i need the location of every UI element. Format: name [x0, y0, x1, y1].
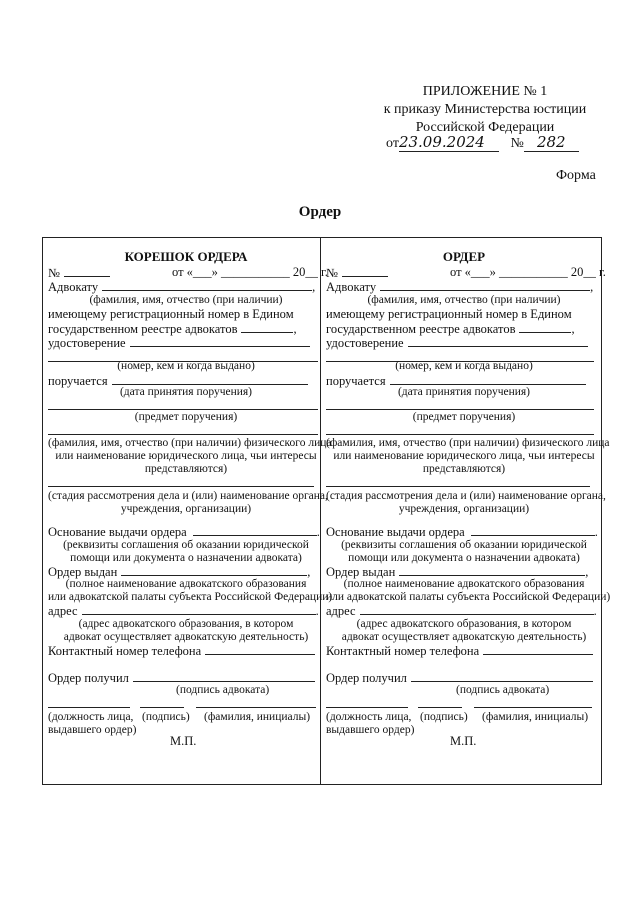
order-predmet-hint: (предмет поручения): [412, 411, 516, 423]
stub-udost-field[interactable]: [130, 335, 310, 347]
order-dolzh-hint-1: (должность лица,: [326, 711, 412, 723]
order-reg-line2: государственном реестре адвокатов ,: [326, 322, 575, 336]
order-date-label: от «___» ___________ 20__ г.: [450, 265, 606, 279]
stub-poruch-label: поручается: [48, 374, 108, 388]
stub-vydan-hint-2: или адвокатской палаты субъекта Российской Федерации): [48, 591, 333, 603]
stub-osn-label: Основание выдачи ордера: [48, 525, 187, 539]
order-stad-hint-2: учреждения, организации): [398, 503, 530, 515]
order-udost-field[interactable]: [408, 335, 588, 347]
stub-adres-label: адрес: [48, 604, 78, 618]
stub-dolzh-rule[interactable]: [48, 707, 130, 708]
handwritten-number: 282: [524, 133, 579, 152]
stub-poluchil-field[interactable]: [133, 670, 315, 682]
order-no-label: №: [326, 266, 338, 280]
stub-predmet-hint: (предмет поручения): [134, 411, 238, 423]
order-podpis-hint: (подпись): [420, 711, 468, 723]
order-udost-hint: (номер, кем и когда выдано): [395, 360, 533, 372]
stub-podpis-rule[interactable]: [140, 707, 184, 708]
stub-phone-field[interactable]: [205, 643, 315, 655]
stub-phone-label: Контактный номер телефона: [48, 644, 202, 658]
order-vydan-label: Ордер выдан: [326, 565, 396, 579]
order-podpis-rule[interactable]: [418, 707, 462, 708]
stub-poluchil-label: Ордер получил: [48, 671, 129, 685]
handwritten-date: 23.09.2024: [399, 133, 499, 152]
stub-vydan-field[interactable]: [121, 564, 307, 576]
stub-poruch-field[interactable]: [112, 373, 308, 385]
appendix-title: ПРИЛОЖЕНИЕ № 1: [422, 84, 548, 99]
order-dolzh-hint-2: выдавшего ордер): [326, 724, 415, 736]
stub-osn-line: Основание выдачи ордера .: [48, 525, 320, 539]
stub-udost-line: [48, 335, 324, 350]
order-reg-label: государственном реестре адвокатов: [326, 322, 516, 336]
stub-mp: М.П.: [170, 734, 197, 748]
order-fiz-hint-2: или наименование юридического лица, чьи интересы: [333, 450, 595, 462]
stub-date-label: от «___» ___________ 20__ г.: [172, 265, 328, 279]
stub-reg-line2: государственном реестре адвокатов ,: [48, 322, 297, 336]
stub-adres-hint-1: (адрес адвокатского образования, в котором: [78, 618, 294, 630]
order-phone-field[interactable]: [483, 643, 593, 655]
stub-adres-line: адрес .: [48, 604, 319, 618]
order-fiz-rule[interactable]: [326, 434, 594, 435]
appendix-subtitle-1: к приказу Министерства юстиции: [383, 102, 587, 117]
stub-fiz-rule[interactable]: [48, 434, 318, 435]
order-poluchil-field[interactable]: [411, 670, 593, 682]
order-phone-line: [326, 643, 602, 658]
stub-dolzh-hint-2: выдавшего ордер): [48, 724, 137, 736]
stub-advokat-field[interactable]: [102, 279, 312, 291]
order-stad-rule[interactable]: [326, 486, 590, 487]
order-osn-label: Основание выдачи ордера: [326, 525, 465, 539]
stub-no-label: №: [48, 266, 60, 280]
appendix-subtitle-2: Российской Федерации: [415, 120, 555, 135]
order-osn-line: Основание выдачи ордера .: [326, 525, 598, 539]
order-osn-hint-1: (реквизиты соглашения об оказании юридической: [341, 539, 587, 551]
stub-udost-hint: (номер, кем и когда выдано): [117, 360, 255, 372]
stub-fiz-hint-3: представляются): [144, 463, 228, 475]
stub-podpis-hint: (подпись): [142, 711, 190, 723]
stub-fio-init-hint: (фамилия, инициалы): [204, 711, 311, 723]
stub-advokatu-label: Адвокату: [48, 280, 99, 294]
stub-osn-hint-1: (реквизиты соглашения об оказании юридической: [63, 539, 309, 551]
order-osn-hint-2: помощи или документа о назначении адвоката): [348, 552, 580, 564]
stub-poruch-hint: (дата принятия поручения): [119, 386, 253, 398]
order-mp: М.П.: [450, 734, 477, 748]
order-poruch-label: поручается: [326, 374, 386, 388]
stub-adres-field[interactable]: [82, 603, 316, 615]
order-fio-init-hint: (фамилия, инициалы): [482, 711, 589, 723]
order-fiz-hint-3: представляются): [422, 463, 506, 475]
stub-vydan-line: Ордер выдан ,: [48, 565, 311, 579]
order-reg-line1: имеющему регистрационный номер в Едином: [326, 307, 572, 321]
stub-udost-label: удостоверение: [48, 336, 126, 350]
stub-reg-field[interactable]: [241, 321, 293, 333]
stub-number-date-line: [48, 265, 328, 280]
stub-number-field[interactable]: [64, 265, 110, 277]
order-column: [326, 246, 611, 776]
order-dolzh-rule[interactable]: [326, 707, 408, 708]
order-udost-label: удостоверение: [326, 336, 404, 350]
order-reg-field[interactable]: [519, 321, 571, 333]
stub-podpis-adv-hint: (подпись адвоката): [176, 684, 270, 696]
order-osn-field[interactable]: [471, 524, 595, 536]
stub-phone-line: [48, 643, 324, 658]
appendix-date-line: [386, 133, 579, 152]
order-title: ОРДЕР: [442, 249, 486, 264]
order-vydan-hint-2: или адвокатской палаты субъекта Российской Федерации): [326, 591, 611, 603]
order-advokatu-label: Адвокату: [326, 280, 377, 294]
date-prefix: от: [386, 136, 399, 151]
order-number-field[interactable]: [342, 265, 388, 277]
stub-stad-hint-1: (стадия рассмотрения дела и (или) наименование органа,: [48, 490, 328, 502]
order-adres-label: адрес: [326, 604, 356, 618]
order-stad-hint-1: (стадия рассмотрения дела и (или) наименование органа,: [326, 490, 606, 502]
stub-fiz-hint-1: (фамилия, имя, отчество (при наличии) физического лица: [48, 437, 332, 449]
order-fiz-hint-1: (фамилия, имя, отчество (при наличии) физического лица: [326, 437, 610, 449]
stub-osn-field[interactable]: [193, 524, 317, 536]
stub-adres-hint-2: адвокат осуществляет адвокатскую деятельность): [63, 631, 309, 643]
stub-reg-label: государственном реестре адвокатов: [48, 322, 238, 336]
stub-title: КОРЕШОК ОРДЕРА: [124, 249, 248, 264]
order-vydan-line: Ордер выдан ,: [326, 565, 589, 579]
number-prefix: №: [510, 136, 524, 151]
order-fio-hint: (фамилия, имя, отчество (при наличии): [367, 294, 561, 306]
order-adres-field[interactable]: [360, 603, 594, 615]
document-title: Ордер: [298, 204, 342, 220]
order-adres-hint-2: адвокат осуществляет адвокатскую деятельность): [341, 631, 587, 643]
order-poluchil-label: Ордер получил: [326, 671, 407, 685]
order-udost-line: [326, 335, 602, 350]
order-advokat-field[interactable]: [380, 279, 590, 291]
stub-osn-hint-2: помощи или документа о назначении адвоката): [70, 552, 302, 564]
order-vydan-hint-1: (полное наименование адвокатского образования: [343, 578, 585, 590]
order-podpis-adv-hint: (подпись адвоката): [456, 684, 550, 696]
order-advokatu-line: Адвокату ,: [326, 280, 594, 294]
stub-fio-hint: (фамилия, имя, отчество (при наличии): [89, 294, 283, 306]
order-vydan-field[interactable]: [399, 564, 585, 576]
order-phone-label: Контактный номер телефона: [326, 644, 480, 658]
order-number-date-line: [326, 265, 606, 280]
stub-stad-rule[interactable]: [48, 486, 314, 487]
order-fio-rule[interactable]: [474, 707, 592, 708]
order-poruch-field[interactable]: [390, 373, 586, 385]
order-adres-line: адрес .: [326, 604, 597, 618]
stub-fiz-hint-2: или наименование юридического лица, чьи интересы: [55, 450, 317, 462]
stub-advokatu-line: Адвокату ,: [48, 280, 316, 294]
stub-reg-line1: имеющему регистрационный номер в Едином: [48, 307, 294, 321]
stub-vydan-label: Ордер выдан: [48, 565, 118, 579]
order-adres-hint-1: (адрес адвокатского образования, в котором: [356, 618, 572, 630]
order-poruch-hint: (дата принятия поручения): [397, 386, 531, 398]
stub-dolzh-hint-1: (должность лица,: [48, 711, 134, 723]
order-stub-column: [48, 246, 333, 776]
stub-vydan-hint-1: (полное наименование адвокатского образования: [65, 578, 307, 590]
form-label: Форма: [556, 168, 596, 183]
stub-fio-rule[interactable]: [196, 707, 316, 708]
stub-stad-hint-2: учреждения, организации): [120, 503, 252, 515]
